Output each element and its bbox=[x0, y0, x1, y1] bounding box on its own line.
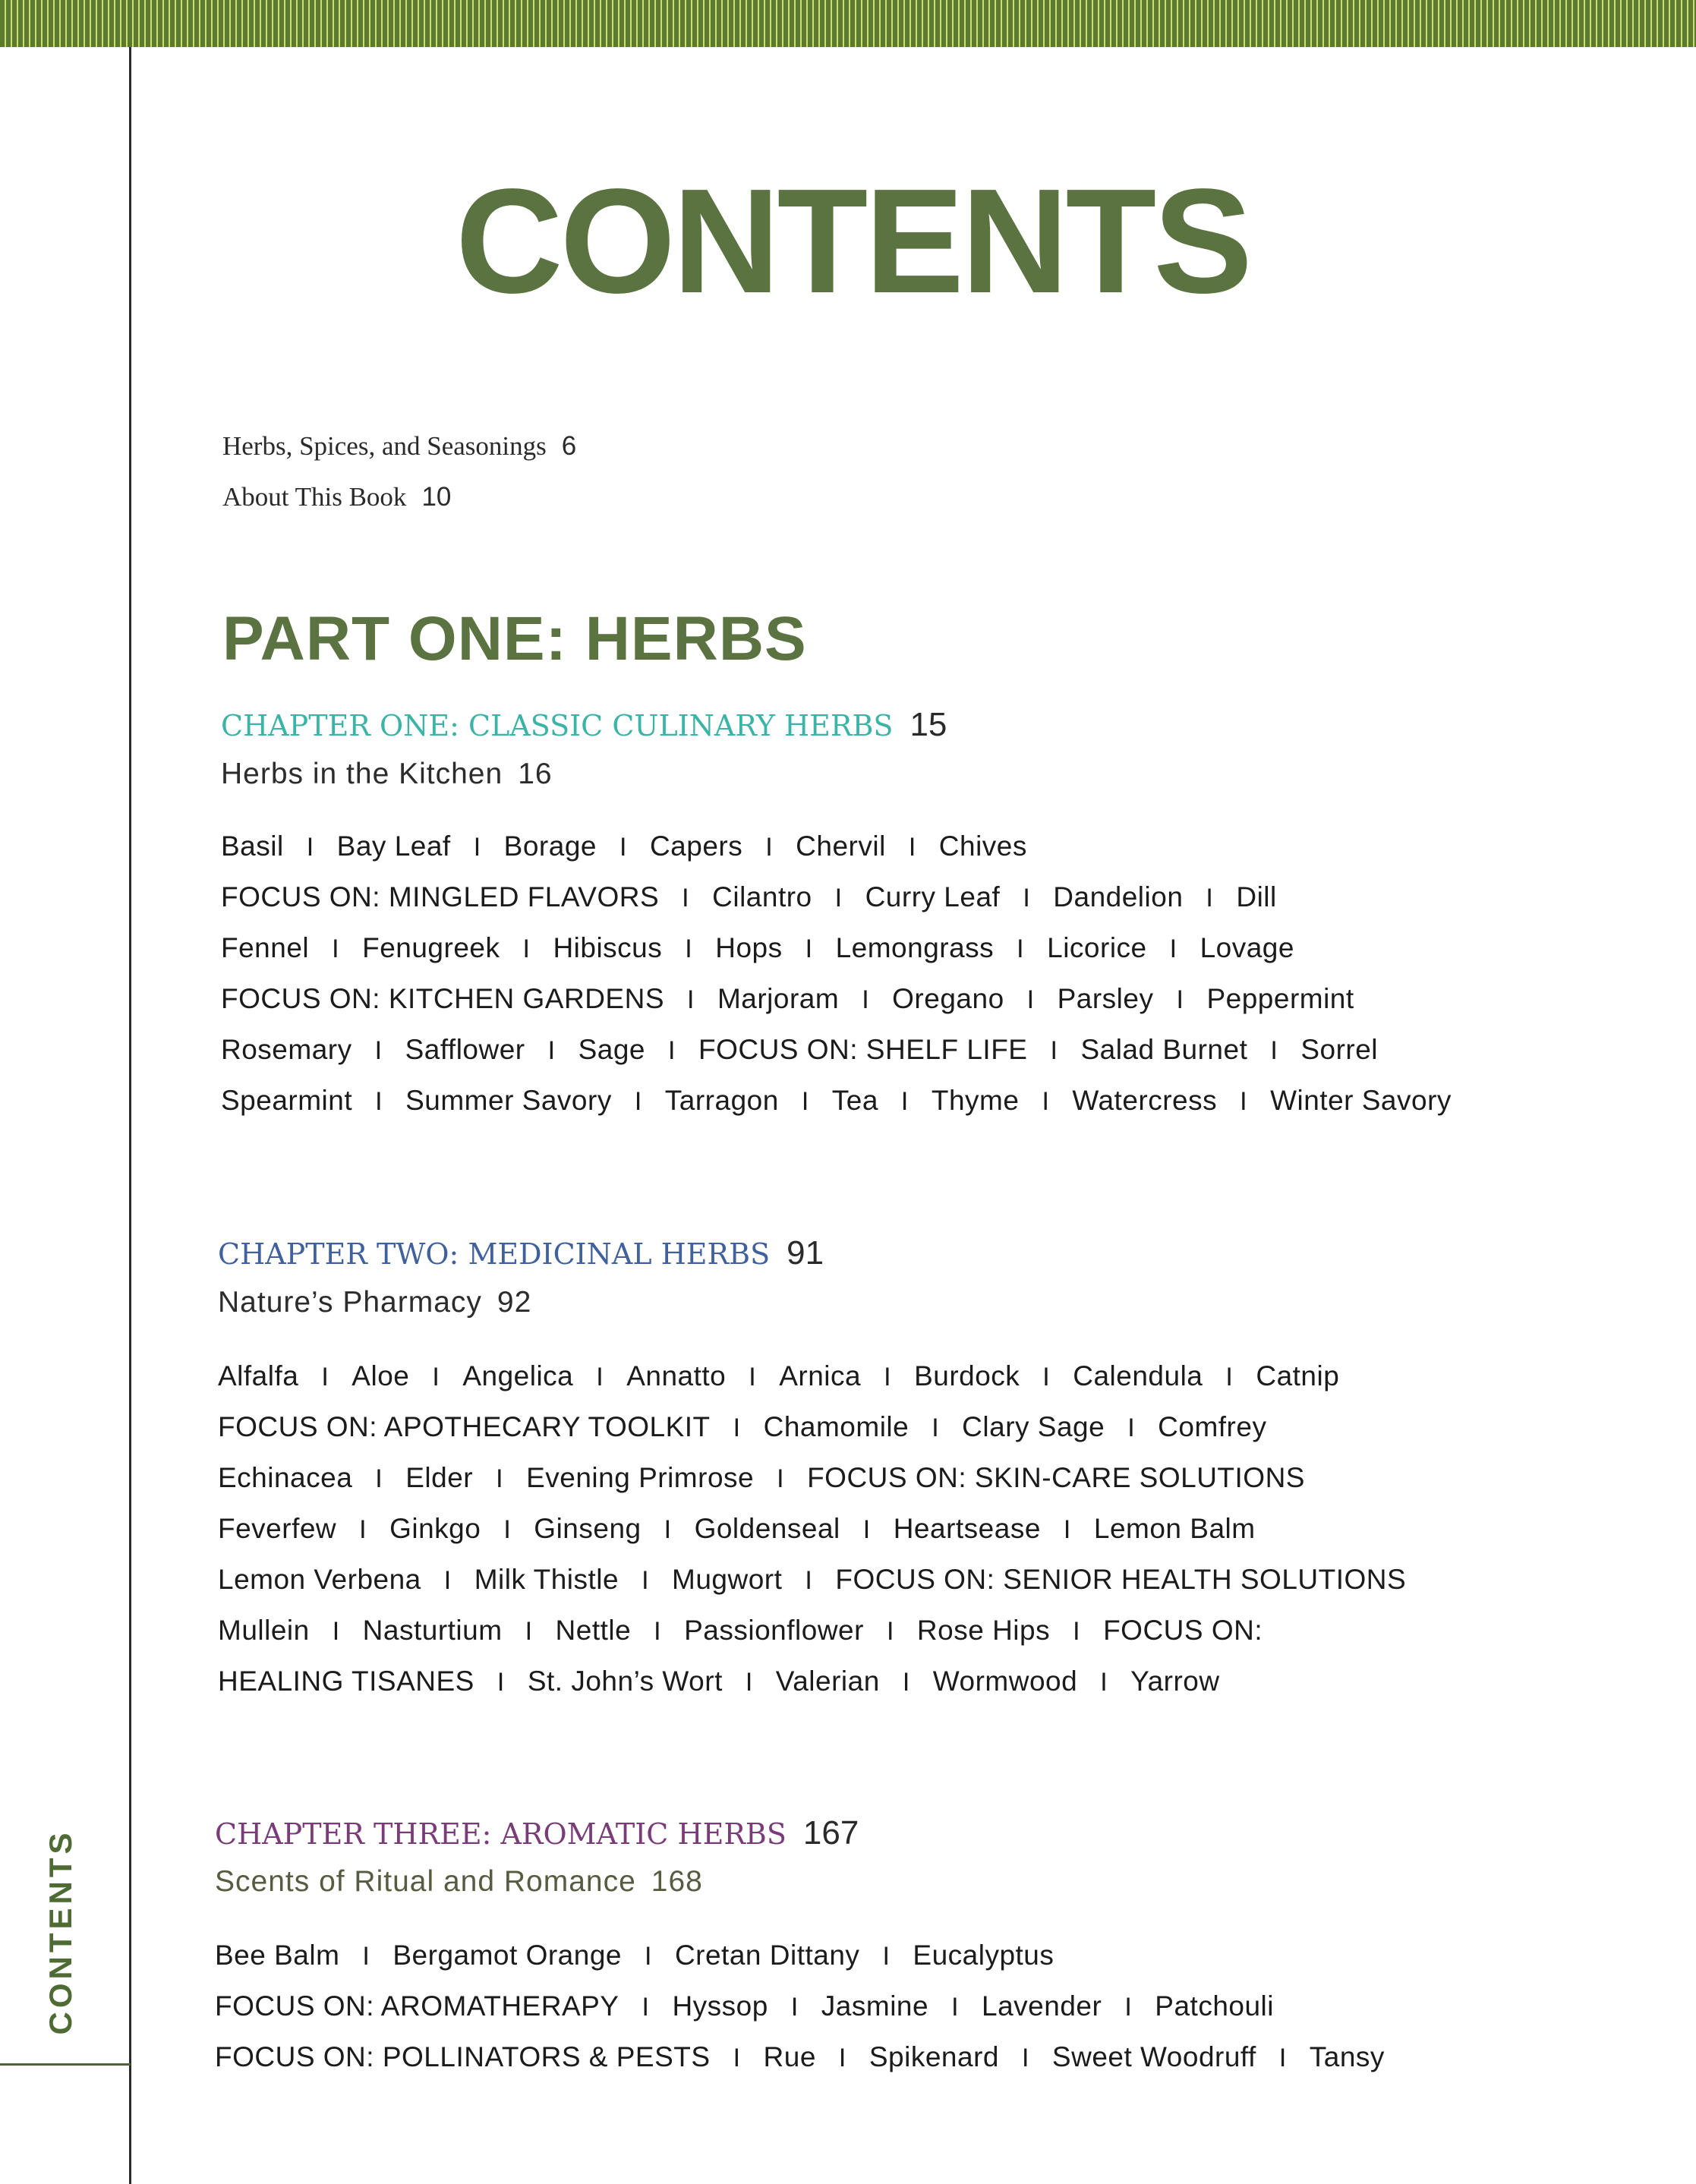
separator: I bbox=[749, 1363, 757, 1391]
herb-entry[interactable]: Rue bbox=[763, 2041, 816, 2072]
chapter-intro-entry[interactable] bbox=[221, 758, 553, 791]
chapter-page: 91 bbox=[787, 1234, 824, 1272]
separator: I bbox=[634, 1087, 642, 1116]
page-title: CONTENTS bbox=[456, 158, 1250, 324]
focus-entry[interactable]: FOCUS ON: SKIN-CARE SOLUTIONS bbox=[807, 1462, 1305, 1493]
decorative-striped-band bbox=[0, 0, 1696, 47]
herb-entry[interactable]: Watercress bbox=[1072, 1085, 1218, 1116]
separator: I bbox=[654, 1617, 662, 1646]
entry-row bbox=[221, 1085, 1452, 1117]
separator: I bbox=[362, 1942, 370, 1971]
herb-entry[interactable]: Alfalfa bbox=[218, 1360, 299, 1391]
intro-label: Herbs in the Kitchen bbox=[221, 758, 503, 790]
side-section-label: CONTENTS bbox=[43, 1829, 78, 2035]
separator: I bbox=[790, 1993, 799, 2022]
herb-entry[interactable]: Patchouli bbox=[1155, 1990, 1274, 2022]
entry-row bbox=[218, 1411, 1266, 1443]
entry-page: 10 bbox=[421, 482, 452, 512]
separator: I bbox=[642, 1566, 650, 1595]
herb-entry[interactable]: Tea bbox=[831, 1085, 878, 1116]
side-tab-rule bbox=[0, 2063, 131, 2066]
herb-entry[interactable]: Licorice bbox=[1047, 932, 1147, 963]
separator: I bbox=[668, 1036, 676, 1065]
herb-entry[interactable]: Nettle bbox=[555, 1615, 632, 1646]
herb-entry[interactable]: Lavender bbox=[982, 1990, 1102, 2022]
separator: I bbox=[1042, 1363, 1051, 1391]
front-matter-entry[interactable] bbox=[222, 431, 576, 462]
herb-entry[interactable]: St. John’s Wort bbox=[527, 1666, 723, 1697]
herb-entry[interactable]: Fenugreek bbox=[362, 932, 500, 963]
herb-entry[interactable]: Heartsease bbox=[893, 1513, 1041, 1544]
separator: I bbox=[884, 1363, 892, 1391]
herb-entry[interactable]: Borage bbox=[503, 830, 597, 862]
separator: I bbox=[525, 1617, 533, 1646]
separator: I bbox=[375, 1464, 383, 1493]
separator: I bbox=[765, 833, 774, 862]
herb-entry[interactable]: Hibiscus bbox=[553, 932, 663, 963]
herb-entry[interactable]: Marjoram bbox=[717, 983, 840, 1014]
chapter-intro-entry[interactable] bbox=[218, 1286, 531, 1319]
herb-entry[interactable]: Milk Thistle bbox=[474, 1564, 619, 1595]
separator: I bbox=[443, 1566, 452, 1595]
herb-entry[interactable]: Sorrel bbox=[1300, 1034, 1379, 1065]
herb-entry[interactable]: Angelica bbox=[462, 1360, 574, 1391]
entry-row bbox=[218, 1564, 1406, 1596]
separator: I bbox=[1073, 1617, 1081, 1646]
chapter-intro-entry[interactable] bbox=[215, 1865, 703, 1899]
herb-entry[interactable]: Sage bbox=[578, 1034, 646, 1065]
chapter-heading[interactable] bbox=[218, 1234, 824, 1272]
herb-entry[interactable]: Mugwort bbox=[672, 1564, 783, 1595]
separator: I bbox=[1021, 2044, 1029, 2072]
separator: I bbox=[503, 1515, 512, 1544]
focus-entry[interactable]: FOCUS ON: bbox=[1103, 1615, 1263, 1646]
separator: I bbox=[801, 1087, 809, 1116]
separator: I bbox=[862, 985, 870, 1014]
chapter-page: 167 bbox=[802, 1814, 859, 1852]
intro-page: 168 bbox=[651, 1865, 703, 1898]
separator: I bbox=[1169, 934, 1177, 963]
herb-entry[interactable]: Dill bbox=[1236, 881, 1277, 912]
herb-entry[interactable]: Summer Savory bbox=[405, 1085, 612, 1116]
herb-entry[interactable]: Bay Leaf bbox=[336, 830, 451, 862]
herb-entry[interactable]: Hyssop bbox=[672, 1990, 768, 2022]
entry-row bbox=[218, 1666, 1220, 1697]
focus-entry[interactable]: FOCUS ON: SHELF LIFE bbox=[698, 1034, 1028, 1065]
separator: I bbox=[908, 833, 916, 862]
entry-row bbox=[218, 1513, 1256, 1545]
separator: I bbox=[1100, 1668, 1108, 1697]
separator: I bbox=[805, 1566, 813, 1595]
herb-entry[interactable]: Lemongrass bbox=[835, 932, 995, 963]
herb-entry[interactable]: Salad Burnet bbox=[1080, 1034, 1248, 1065]
separator: I bbox=[306, 833, 314, 862]
separator: I bbox=[332, 934, 340, 963]
separator: I bbox=[932, 1413, 940, 1442]
herb-entry[interactable]: Passionflower bbox=[684, 1615, 864, 1646]
separator: I bbox=[497, 1668, 505, 1697]
herb-entry[interactable]: Lovage bbox=[1199, 932, 1294, 963]
separator: I bbox=[951, 1993, 960, 2022]
herb-entry[interactable]: Spikenard bbox=[868, 2041, 999, 2072]
herb-entry[interactable]: Parsley bbox=[1057, 983, 1154, 1014]
separator: I bbox=[733, 2044, 741, 2072]
herb-entry[interactable]: Burdock bbox=[914, 1360, 1020, 1391]
separator: I bbox=[1050, 1036, 1058, 1065]
chapter-title: CHAPTER ONE: CLASSIC CULINARY HERBS bbox=[221, 709, 894, 742]
entry-row bbox=[218, 1615, 1263, 1647]
separator: I bbox=[642, 1993, 650, 2022]
separator: I bbox=[1278, 2044, 1287, 2072]
focus-entry[interactable]: FOCUS ON: APOTHECARY TOOLKIT bbox=[218, 1411, 711, 1442]
herb-entry[interactable]: Annatto bbox=[626, 1360, 727, 1391]
separator: I bbox=[902, 1668, 910, 1697]
separator: I bbox=[886, 1617, 894, 1646]
separator: I bbox=[900, 1087, 909, 1116]
entry-row bbox=[221, 881, 1277, 913]
herb-entry[interactable]: Clary Sage bbox=[962, 1411, 1105, 1442]
herb-entry[interactable]: Wormwood bbox=[932, 1666, 1078, 1697]
herb-entry[interactable]: Chives bbox=[938, 830, 1027, 862]
herb-entry[interactable]: Rose Hips bbox=[916, 1615, 1051, 1646]
herb-entry[interactable]: Sweet Woodruff bbox=[1051, 2041, 1256, 2072]
entry-row bbox=[221, 932, 1294, 964]
separator: I bbox=[619, 833, 627, 862]
separator: I bbox=[332, 1617, 340, 1646]
herb-entry[interactable]: Spearmint bbox=[221, 1085, 353, 1116]
entry-row bbox=[218, 1360, 1339, 1392]
separator: I bbox=[733, 1413, 741, 1442]
herb-entry[interactable]: Thyme bbox=[931, 1085, 1020, 1116]
focus-entry[interactable]: FOCUS ON: AROMATHERAPY bbox=[215, 1990, 619, 2022]
separator: I bbox=[682, 884, 690, 912]
separator: I bbox=[664, 1515, 672, 1544]
separator: I bbox=[547, 1036, 556, 1065]
herb-entry[interactable]: Oregano bbox=[892, 983, 1004, 1014]
separator: I bbox=[1124, 1993, 1133, 2022]
separator: I bbox=[359, 1515, 367, 1544]
herb-entry[interactable]: Elder bbox=[405, 1462, 474, 1493]
entry-row bbox=[215, 1940, 1054, 1971]
herb-entry[interactable]: Cretan Dittany bbox=[674, 1940, 860, 1971]
herb-entry[interactable]: Goldenseal bbox=[694, 1513, 840, 1544]
separator: I bbox=[496, 1464, 504, 1493]
herb-entry[interactable]: Dandelion bbox=[1053, 881, 1184, 912]
separator: I bbox=[685, 934, 693, 963]
entry-row bbox=[218, 1462, 1305, 1494]
intro-label: Nature’s Pharmacy bbox=[218, 1286, 482, 1319]
herb-entry[interactable]: Yarrow bbox=[1130, 1666, 1220, 1697]
focus-entry[interactable]: FOCUS ON: MINGLED FLAVORS bbox=[221, 881, 660, 912]
herb-entry[interactable]: Safflower bbox=[405, 1034, 525, 1065]
herb-entry[interactable]: Catnip bbox=[1256, 1360, 1340, 1391]
herb-entry[interactable]: Chamomile bbox=[763, 1411, 909, 1442]
herb-entry[interactable]: Arnica bbox=[779, 1360, 862, 1391]
separator: I bbox=[596, 1363, 604, 1391]
entry-row bbox=[221, 830, 1027, 862]
separator: I bbox=[473, 833, 481, 862]
herb-entry[interactable]: Jasmine bbox=[821, 1990, 929, 2022]
chapter-title: CHAPTER TWO: MEDICINAL HERBS bbox=[218, 1237, 771, 1271]
focus-entry[interactable]: FOCUS ON: SENIOR HEALTH SOLUTIONS bbox=[835, 1564, 1407, 1595]
separator: I bbox=[1023, 884, 1031, 912]
herb-entry[interactable]: Lemon Balm bbox=[1093, 1513, 1256, 1544]
separator: I bbox=[432, 1363, 440, 1391]
entry-label: About This Book bbox=[222, 482, 407, 512]
separator: I bbox=[687, 985, 695, 1014]
herb-entry[interactable]: Bergamot Orange bbox=[392, 1940, 622, 1971]
separator: I bbox=[777, 1464, 785, 1493]
separator: I bbox=[522, 934, 531, 963]
herb-entry[interactable]: Aloe bbox=[351, 1360, 410, 1391]
herb-entry[interactable]: Evening Primrose bbox=[526, 1462, 755, 1493]
herb-entry[interactable]: Mullein bbox=[218, 1615, 310, 1646]
herb-entry[interactable]: Tansy bbox=[1309, 2041, 1385, 2072]
entry-row bbox=[215, 1990, 1274, 2022]
herb-entry[interactable]: Peppermint bbox=[1206, 983, 1354, 1014]
herb-entry[interactable]: Fennel bbox=[221, 932, 310, 963]
herb-entry[interactable]: Valerian bbox=[775, 1666, 880, 1697]
margin-rule bbox=[129, 47, 131, 2184]
herb-entry[interactable]: Lemon Verbena bbox=[218, 1564, 421, 1595]
intro-label: Scents of Ritual and Romance bbox=[215, 1865, 636, 1898]
separator: I bbox=[1225, 1363, 1234, 1391]
separator: I bbox=[862, 1515, 871, 1544]
separator: I bbox=[1017, 934, 1025, 963]
separator: I bbox=[375, 1087, 383, 1116]
herb-entry[interactable]: Ginkgo bbox=[389, 1513, 481, 1544]
separator: I bbox=[1026, 985, 1035, 1014]
herb-entry[interactable]: Bee Balm bbox=[215, 1940, 340, 1971]
herb-entry[interactable]: Comfrey bbox=[1158, 1411, 1267, 1442]
herb-entry[interactable]: Winter Savory bbox=[1270, 1085, 1452, 1116]
front-matter-entry[interactable] bbox=[222, 482, 451, 512]
separator: I bbox=[834, 884, 843, 912]
separator: I bbox=[374, 1036, 383, 1065]
part-heading: PART ONE: HERBS bbox=[222, 604, 807, 673]
entry-row bbox=[221, 983, 1354, 1015]
herb-entry[interactable]: Cilantro bbox=[712, 881, 812, 912]
focus-entry[interactable]: HEALING TISANES bbox=[218, 1666, 474, 1697]
entry-row bbox=[221, 1034, 1378, 1066]
separator: I bbox=[1240, 1087, 1248, 1116]
herb-entry[interactable]: Tarragon bbox=[664, 1085, 779, 1116]
separator: I bbox=[1176, 985, 1184, 1014]
separator: I bbox=[805, 934, 813, 963]
separator: I bbox=[644, 1942, 652, 1971]
separator: I bbox=[1063, 1515, 1071, 1544]
chapter-heading[interactable] bbox=[221, 706, 947, 744]
herb-entry[interactable]: Capers bbox=[649, 830, 743, 862]
separator: I bbox=[882, 1942, 891, 1971]
separator: I bbox=[321, 1363, 329, 1391]
intro-page: 16 bbox=[518, 758, 553, 790]
herb-entry[interactable]: Feverfew bbox=[218, 1513, 337, 1544]
herb-entry[interactable]: Calendula bbox=[1073, 1360, 1203, 1391]
separator: I bbox=[838, 2044, 846, 2072]
entry-row bbox=[215, 2041, 1385, 2073]
intro-page: 92 bbox=[497, 1286, 532, 1319]
herb-entry[interactable]: Echinacea bbox=[218, 1462, 353, 1493]
focus-entry[interactable]: FOCUS ON: POLLINATORS & PESTS bbox=[215, 2041, 711, 2072]
separator: I bbox=[1270, 1036, 1278, 1065]
herb-entry[interactable]: Chervil bbox=[796, 830, 886, 862]
herb-entry[interactable]: Rosemary bbox=[221, 1034, 352, 1065]
chapter-heading[interactable] bbox=[215, 1814, 859, 1852]
herb-entry[interactable]: Basil bbox=[221, 830, 284, 862]
separator: I bbox=[1127, 1413, 1136, 1442]
entry-label: Herbs, Spices, and Seasonings bbox=[222, 431, 547, 461]
herb-entry[interactable]: Hops bbox=[715, 932, 783, 963]
entry-page: 6 bbox=[561, 431, 577, 461]
herb-entry[interactable]: Eucalyptus bbox=[913, 1940, 1054, 1971]
separator: I bbox=[745, 1668, 753, 1697]
herb-entry[interactable]: Nasturtium bbox=[362, 1615, 503, 1646]
chapter-page: 15 bbox=[909, 706, 947, 743]
herb-entry[interactable]: Ginseng bbox=[534, 1513, 642, 1544]
chapter-title: CHAPTER THREE: AROMATIC HERBS bbox=[215, 1817, 787, 1851]
separator: I bbox=[1042, 1087, 1050, 1116]
separator: I bbox=[1206, 884, 1214, 912]
focus-entry[interactable]: FOCUS ON: KITCHEN GARDENS bbox=[221, 983, 664, 1014]
herb-entry[interactable]: Curry Leaf bbox=[865, 881, 1001, 912]
